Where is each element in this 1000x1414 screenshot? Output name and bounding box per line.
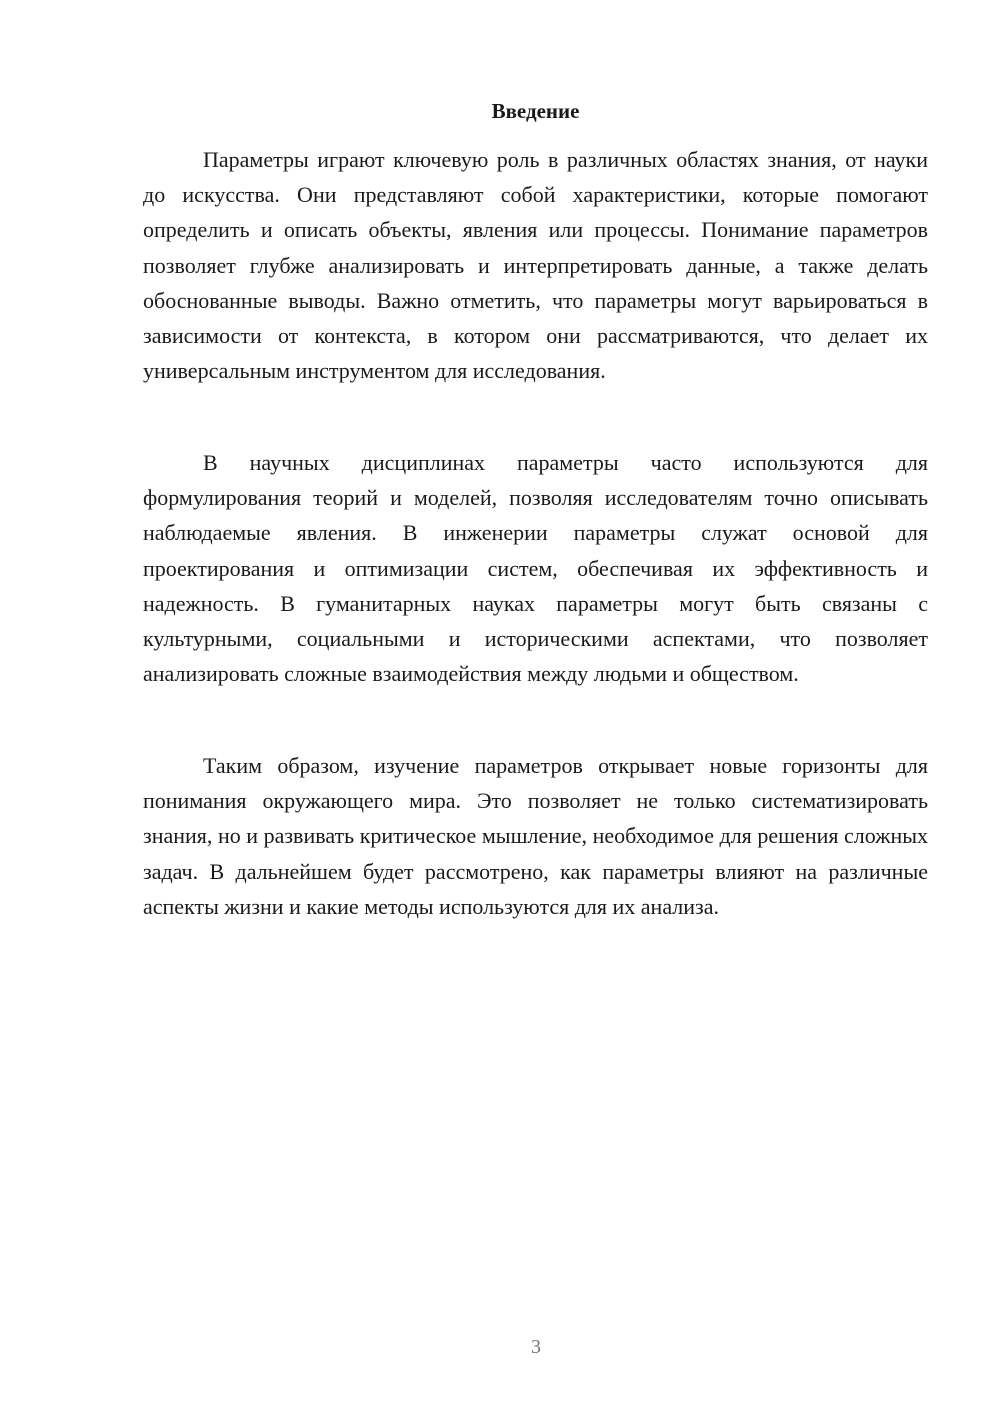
paragraph-2: В научных дисциплинах параметры часто используются для формулирования теорий и моделей, позволяя исследователям точно описывать наблюдаемые явления. В инженерии параметры служат основой для проектирования и оптимизации систем, обеспечивая их эффективность и надежность. В гуманитарных науках параметры могут быть связаны с культурными, социальными и историческими аспектами, что позволяет анализировать сложные взаимодействия между людьми и обществом. <box>143 450 928 687</box>
section-heading: Введение <box>491 99 580 123</box>
paragraph-3: Таким образом, изучение параметров открывает новые горизонты для понимания окружающего мира. Это позволяет не только систематизировать знания, но и развивать критическое мышление, необходимое для решения сложных задач. В дальнейшем будет рассмотрено, как параметры влияют на различные аспекты жизни и какие методы используются для их анализа. <box>143 753 928 919</box>
page-number: 3 <box>531 1336 541 1358</box>
paragraph-1: Параметры играют ключевую роль в различных областях знания, от науки до искусства. Они представляют собой характеристики, которые помогают определить и описать объекты, явления или процессы. Понимание параметров позволяет глубже анализировать и интерпретировать данные, а также делать обоснованные выводы. Важно отметить, что параметры могут варьироваться в зависимости от контекста, в котором они рассматриваются, что делает их универсальным инструментом для исследования. <box>143 147 928 384</box>
